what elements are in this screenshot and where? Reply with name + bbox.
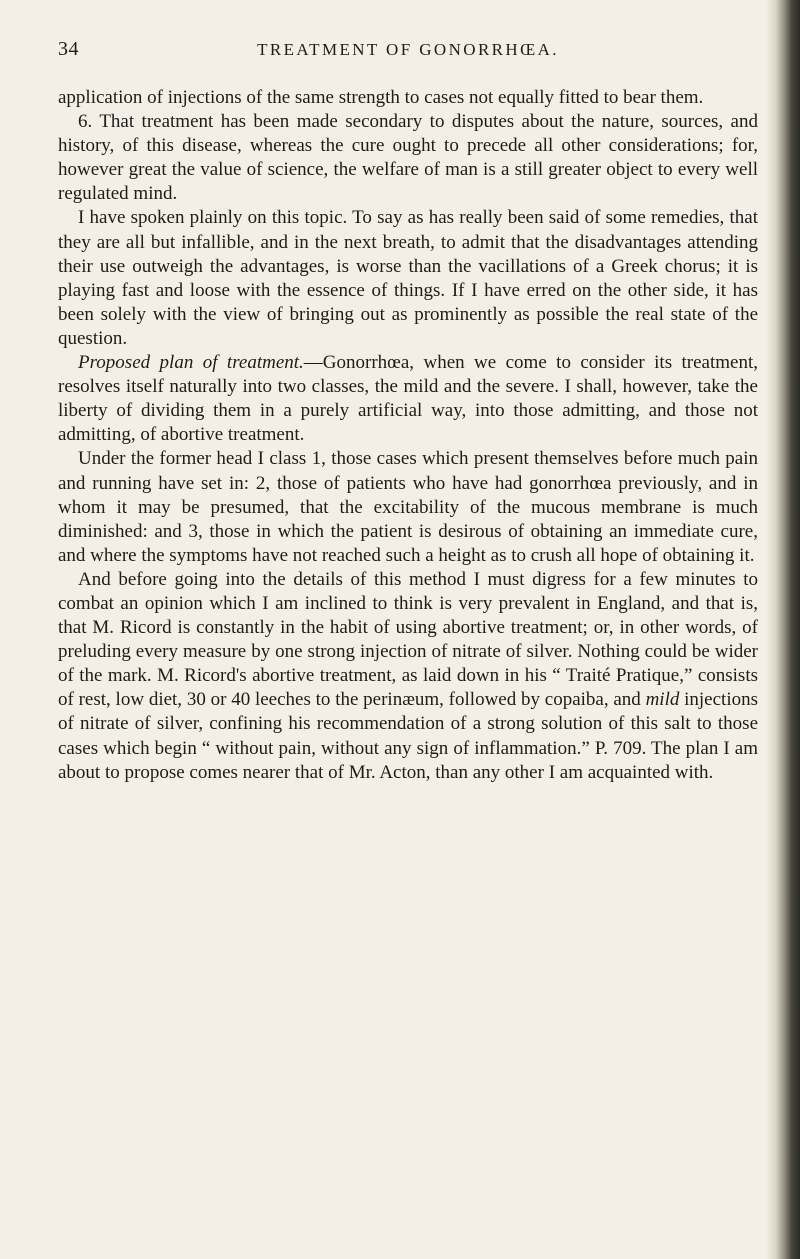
page-edge-shadow xyxy=(766,0,800,1259)
paragraph-point-6 xyxy=(58,110,758,206)
paragraph-text: —Gonorrhœa, when we come to consider its treatment, resolves itself naturally into two classes, the mild and the severe. I shall, however, take the liberty of dividing them in a purely artificial way, into those admitting, and those not admitting, of abortive treatment. xyxy=(58,352,758,446)
paragraph-plain-speaking xyxy=(58,206,758,351)
running-head: TREATMENT OF GONORRHŒA. xyxy=(257,40,559,59)
page-number: 34 xyxy=(58,38,79,60)
paragraph-proposed-plan xyxy=(58,351,758,447)
emphasis-text: mild xyxy=(645,689,680,711)
paragraph-text: I have spoken plainly on this topic. To say as has really been said of some remedies, that they are all but infallible, and in the next breath, to admit that the disadvantages attending their use outweigh the advantages, is worse than the vacillations of a Greek chorus; it is playing fast and loose with the essence of things. If I have erred on the other side, it has been solely with the view of bringing out as prominently as possible the real state of the question. xyxy=(58,207,758,349)
page-header xyxy=(58,38,758,64)
paragraph-text: And before going into the details of this method I must digress for a few minutes to combat an opinion which I am inclined to think is very prevalent in England, and that is, that M. Ricord is constantly in the habit of using abortive treatment; or, in other words, of preluding every measure by one strong injection of nitrate of silver. Nothing could be wider of the mark. M. Ricord's abortive treatment, as laid down in his “ Traité Pratique,” consists of rest, low diet, 30 or 40 leeches to the perinæum, followed by copaiba, and xyxy=(58,568,758,711)
paragraph-ricord xyxy=(58,568,758,785)
section-heading: Proposed plan of treatment. xyxy=(78,352,304,374)
paragraph-text: injections of nitrate of silver, confining his recommendation of a strong solution of this salt to those cases which begin “ without pain, without any sign of inflammation.” P. 709. The plan I am about to propose comes nearer that of Mr. Acton, than any other I am acquainted with. xyxy=(58,689,758,783)
paragraph-classes xyxy=(58,447,758,567)
paragraph-text: 6. That treatment has been made secondary to disputes about the nature, sources, and history, of this disease, whereas the cure ought to precede all other considerations; for, however great the value of science, the welfare of man is a still greater object to every well regulated mind. xyxy=(58,111,758,205)
paragraph-text: Under the former head I class 1, those cases which present themselves before much pain and running have set in: 2, those of patients who have had gonorrhœa previously, and in whom it may be presumed, that the excitability of the mucous membrane is much diminished: and 3, those in which the patient is desirous of obtaining an immediate cure, and where the symptoms have not reached such a height as to crush all hope of obtaining it. xyxy=(58,448,758,566)
paragraph-continuation: application of injections of the same strength to cases not equally fitted to bear them. xyxy=(58,87,704,108)
body-text xyxy=(58,86,758,785)
